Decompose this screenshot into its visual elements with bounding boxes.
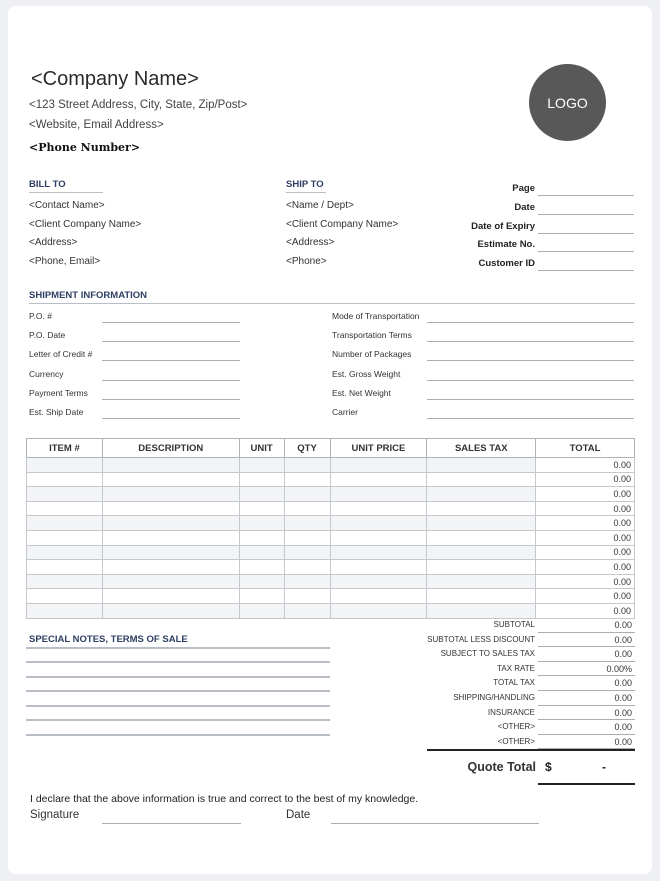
- table-cell[interactable]: [27, 530, 103, 545]
- table-cell[interactable]: [27, 589, 103, 604]
- summary-label: <OTHER>: [497, 736, 535, 746]
- table-cell[interactable]: [27, 487, 103, 502]
- page-label: Page: [512, 183, 535, 194]
- summary-underline: [538, 705, 635, 706]
- quote-total-value: -: [602, 760, 606, 774]
- table-cell[interactable]: [102, 560, 239, 575]
- est-gross-weight-field[interactable]: [427, 380, 634, 381]
- row-total: 0.00: [536, 516, 635, 531]
- payment-terms-label: Payment Terms: [29, 388, 88, 398]
- company-website-email: <Website, Email Address>: [29, 119, 164, 131]
- po-date-label: P.O. Date: [29, 330, 66, 340]
- logo-placeholder: LOGO: [529, 64, 606, 141]
- summary-value: 0.00: [614, 620, 632, 630]
- summary-value: 0.00: [614, 693, 632, 703]
- table-cell[interactable]: [239, 530, 284, 545]
- signature-date-field[interactable]: [331, 823, 539, 824]
- notes-line[interactable]: [26, 705, 330, 707]
- table-cell[interactable]: [284, 458, 330, 473]
- table-cell[interactable]: [239, 560, 284, 575]
- summary-label: <OTHER>: [497, 722, 535, 732]
- table-cell[interactable]: [102, 545, 239, 560]
- table-row: [27, 603, 635, 618]
- ship-to-line: <Name / Dept>: [286, 200, 354, 211]
- signature-field[interactable]: [102, 823, 241, 824]
- row-total: 0.00: [536, 487, 635, 502]
- row-total: 0.00: [536, 458, 635, 473]
- row-total: 0.00: [536, 501, 635, 516]
- table-cell[interactable]: [330, 516, 427, 531]
- table-cell[interactable]: [102, 516, 239, 531]
- table-cell[interactable]: [284, 501, 330, 516]
- date-of-expiry-label: Date of Expiry: [471, 221, 535, 232]
- bill-to-line: <Address>: [29, 237, 78, 248]
- table-cell[interactable]: [102, 472, 239, 487]
- company-address: <123 Street Address, City, State, Zip/Post>: [29, 99, 248, 111]
- table-cell[interactable]: [330, 530, 427, 545]
- signature-label: Signature: [30, 809, 80, 821]
- col-qty: QTY: [284, 439, 330, 458]
- table-cell[interactable]: [102, 589, 239, 604]
- table-cell[interactable]: [284, 545, 330, 560]
- table-cell[interactable]: [427, 603, 536, 618]
- table-cell[interactable]: [102, 501, 239, 516]
- row-total: 0.00: [536, 589, 635, 604]
- summary-label: SHIPPING/HANDLING: [453, 693, 535, 702]
- summary-value: 0.00: [614, 634, 632, 645]
- summary-underline: [538, 646, 635, 647]
- table-cell[interactable]: [239, 603, 284, 618]
- row-total: 0.00: [536, 545, 635, 560]
- bill-to-line: <Phone, Email>: [29, 256, 101, 267]
- signature-date-label: Date: [286, 809, 311, 821]
- col-description: DESCRIPTION: [102, 439, 239, 458]
- est-net-weight-label: Est. Net Weight: [332, 388, 391, 398]
- table-cell[interactable]: [427, 545, 536, 560]
- summary-underline: [538, 690, 635, 691]
- table-cell[interactable]: [239, 487, 284, 502]
- table-cell[interactable]: [330, 458, 427, 473]
- table-cell[interactable]: [239, 589, 284, 604]
- table-cell[interactable]: [239, 516, 284, 531]
- number-of-packages-label: Number of Packages: [332, 349, 412, 359]
- col-unit: UNIT: [239, 439, 284, 458]
- po-number-label: P.O. #: [29, 311, 52, 321]
- table-cell[interactable]: [27, 574, 103, 589]
- col-sales-tax: SALES TAX: [427, 439, 536, 458]
- table-cell[interactable]: [330, 589, 427, 604]
- table-cell[interactable]: [284, 487, 330, 502]
- quote-total-top-rule: [427, 749, 635, 751]
- currency-label: Currency: [29, 369, 64, 379]
- table-cell[interactable]: [330, 487, 427, 502]
- customer-id-label: Customer ID: [478, 258, 535, 269]
- est-net-weight-field[interactable]: [427, 399, 634, 400]
- customer-id-field[interactable]: [538, 270, 634, 271]
- table-row: [27, 516, 635, 531]
- summary-underline: [538, 661, 635, 662]
- notes-line[interactable]: [26, 719, 330, 721]
- table-cell[interactable]: [27, 603, 103, 618]
- po-number-field[interactable]: [102, 322, 240, 323]
- table-cell[interactable]: [102, 603, 239, 618]
- date-label: Date: [514, 202, 535, 213]
- page-field[interactable]: [538, 195, 634, 196]
- table-cell[interactable]: [284, 603, 330, 618]
- table-cell[interactable]: [239, 545, 284, 560]
- table-row: [27, 560, 635, 575]
- est-gross-weight-label: Est. Gross Weight: [332, 369, 401, 379]
- table-cell[interactable]: [239, 574, 284, 589]
- table-cell[interactable]: [27, 458, 103, 473]
- notes-line[interactable]: [26, 661, 330, 663]
- table-cell[interactable]: [284, 472, 330, 487]
- table-cell[interactable]: [102, 574, 239, 589]
- summary-value: 0.00: [614, 707, 632, 718]
- table-cell[interactable]: [330, 545, 427, 560]
- col-item-number: ITEM #: [27, 439, 103, 458]
- summary-underline: [538, 734, 635, 735]
- table-cell[interactable]: [27, 560, 103, 575]
- quote-total-underline: [538, 783, 635, 785]
- carrier-label: Carrier: [332, 407, 358, 417]
- table-cell[interactable]: [27, 545, 103, 560]
- date-of-expiry-field[interactable]: [538, 233, 634, 234]
- shipment-title: SHIPMENT INFORMATION: [29, 290, 635, 304]
- notes-line[interactable]: [26, 690, 330, 692]
- table-cell[interactable]: [427, 530, 536, 545]
- table-cell[interactable]: [284, 589, 330, 604]
- currency-field[interactable]: [102, 380, 240, 381]
- est-ship-date-field[interactable]: [102, 418, 240, 419]
- summary-underline: [538, 675, 635, 676]
- row-total: 0.00: [536, 574, 635, 589]
- table-cell[interactable]: [427, 487, 536, 502]
- table-cell[interactable]: [427, 458, 536, 473]
- transportation-terms-label: Transportation Terms: [332, 330, 412, 340]
- company-name: <Company Name>: [31, 68, 199, 90]
- table-cell[interactable]: [102, 530, 239, 545]
- ship-to-line: <Phone>: [286, 256, 327, 267]
- summary-value: 0.00%: [606, 663, 632, 674]
- table-cell[interactable]: [284, 516, 330, 531]
- summary-underline: [538, 719, 635, 720]
- document-sheet: [8, 6, 652, 874]
- col-unit-price: UNIT PRICE: [330, 439, 427, 458]
- summary-label: SUBJECT TO SALES TAX: [440, 649, 535, 659]
- carrier-field[interactable]: [427, 418, 634, 419]
- table-cell[interactable]: [284, 530, 330, 545]
- summary-value: 0.00: [614, 678, 632, 689]
- est-ship-date-label: Est. Ship Date: [29, 407, 84, 417]
- summary-value: 0.00: [614, 649, 632, 660]
- ship-to-line: <Address>: [286, 237, 335, 248]
- bill-to-line: <Client Company Name>: [29, 219, 142, 230]
- notes-line[interactable]: [26, 734, 330, 736]
- table-row: [27, 487, 635, 502]
- table-cell[interactable]: [427, 589, 536, 604]
- table-cell[interactable]: [239, 501, 284, 516]
- row-total: 0.00: [536, 560, 635, 575]
- letter-of-credit-field[interactable]: [102, 360, 240, 361]
- notes-line[interactable]: [26, 676, 330, 678]
- row-total: 0.00: [536, 603, 635, 618]
- summary-value: 0.00: [614, 722, 632, 733]
- table-row: [27, 589, 635, 604]
- table-cell[interactable]: [239, 472, 284, 487]
- table-cell[interactable]: [330, 560, 427, 575]
- payment-terms-field[interactable]: [102, 399, 240, 400]
- table-row: [27, 574, 635, 589]
- mode-of-transportation-field[interactable]: [427, 322, 634, 323]
- table-cell[interactable]: [102, 487, 239, 502]
- summary-label: TAX RATE: [497, 663, 535, 673]
- bill-to-title: BILL TO: [29, 179, 103, 193]
- table-cell[interactable]: [427, 560, 536, 575]
- date-field[interactable]: [538, 214, 634, 215]
- table-cell[interactable]: [284, 574, 330, 589]
- estimate-no-field[interactable]: [538, 251, 634, 252]
- table-cell[interactable]: [427, 516, 536, 531]
- estimate-no-label: Estimate No.: [477, 239, 535, 250]
- table-cell[interactable]: [427, 501, 536, 516]
- col-total: TOTAL: [536, 439, 635, 458]
- table-cell[interactable]: [27, 516, 103, 531]
- notes-title: SPECIAL NOTES, TERMS OF SALE: [29, 634, 188, 645]
- table-cell[interactable]: [284, 560, 330, 575]
- declaration-text: I declare that the above information is true and correct to the best of my knowledge.: [30, 793, 419, 805]
- table-cell[interactable]: [427, 574, 536, 589]
- table-cell[interactable]: [239, 458, 284, 473]
- table-row: [27, 545, 635, 560]
- summary-label: SUBTOTAL LESS DISCOUNT: [427, 634, 535, 644]
- summary-label: INSURANCE: [487, 707, 535, 717]
- summary-label: SUBTOTAL: [493, 620, 535, 629]
- letter-of-credit-label: Letter of Credit #: [29, 349, 93, 359]
- table-cell[interactable]: [427, 472, 536, 487]
- mode-of-transportation-label: Mode of Transportation: [332, 311, 420, 321]
- summary-value: 0.00: [614, 736, 632, 747]
- summary-underline: [538, 632, 635, 633]
- quote-total-label: Quote Total: [467, 760, 536, 774]
- table-row: [27, 458, 635, 473]
- table-row: [27, 501, 635, 516]
- notes-line[interactable]: [26, 647, 330, 649]
- row-total: 0.00: [536, 472, 635, 487]
- items-header-row: [27, 439, 635, 458]
- table-cell[interactable]: [330, 501, 427, 516]
- table-cell[interactable]: [27, 501, 103, 516]
- table-cell[interactable]: [330, 472, 427, 487]
- ship-to-title: SHIP TO: [286, 179, 326, 193]
- row-total: 0.00: [536, 530, 635, 545]
- table-row: [27, 530, 635, 545]
- bill-to-line: <Contact Name>: [29, 200, 105, 211]
- transportation-terms-field[interactable]: [427, 341, 634, 342]
- table-cell[interactable]: [330, 603, 427, 618]
- summary-label: TOTAL TAX: [493, 678, 535, 688]
- number-of-packages-field[interactable]: [427, 360, 634, 361]
- table-cell[interactable]: [27, 472, 103, 487]
- table-cell[interactable]: [102, 458, 239, 473]
- quote-total-currency: $: [545, 760, 552, 774]
- table-cell[interactable]: [330, 574, 427, 589]
- ship-to-line: <Client Company Name>: [286, 219, 399, 230]
- items-table: [26, 438, 635, 619]
- po-date-field[interactable]: [102, 341, 240, 342]
- table-row: [27, 472, 635, 487]
- company-phone: <Phone Number>: [29, 141, 141, 154]
